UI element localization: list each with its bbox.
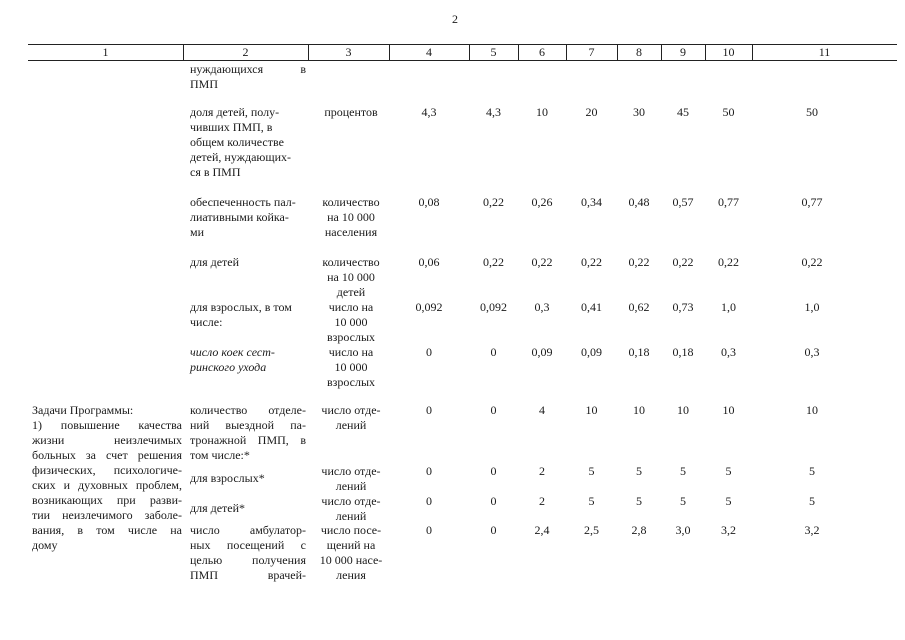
value-cell: 0,09 <box>531 345 553 359</box>
value-cell: 5 <box>725 494 732 508</box>
column-header-10: 10 <box>722 45 735 59</box>
unit-cell <box>314 300 388 345</box>
column-header-5: 5 <box>490 45 497 59</box>
unit-cell <box>314 494 388 524</box>
header-top-rule <box>28 44 897 45</box>
indicator-line: для детей <box>190 255 240 269</box>
value-cell: 4 <box>539 403 545 417</box>
indicator-cell <box>190 523 306 583</box>
value-cell: 3,2 <box>721 523 736 537</box>
value-cell: 0,22 <box>672 255 694 269</box>
value-cell: 0 <box>426 523 432 537</box>
unit-cell <box>314 195 388 240</box>
indicator-cell <box>190 471 306 486</box>
value-cell: 0 <box>426 403 432 417</box>
unit-line: взрослых <box>326 375 376 389</box>
indicator-line: для детей* <box>190 501 246 515</box>
unit-line: число отде- <box>321 403 381 417</box>
indicator-line: целью получения <box>190 553 306 567</box>
indicator-line: детей, нуждающих- <box>190 150 292 164</box>
value-cell: 0,06 <box>418 255 440 269</box>
value-cell: 5 <box>680 464 686 478</box>
program-tasks-line: 1) повышение качества <box>32 418 182 432</box>
indicator-cell <box>190 501 306 516</box>
indicator-cell <box>190 300 306 330</box>
indicator-line: том числе:* <box>190 448 250 462</box>
value-cell: 1,0 <box>804 300 820 314</box>
unit-line: щений на <box>326 538 376 552</box>
value-cell: 0,22 <box>718 255 739 269</box>
value-cell: 4,3 <box>421 105 437 119</box>
value-cell: 0,62 <box>628 300 650 314</box>
indicator-line: нуждающихся в <box>190 62 306 76</box>
program-tasks <box>32 403 182 553</box>
unit-line: число отде- <box>321 494 381 508</box>
indicator-line: для взрослых* <box>190 471 265 485</box>
value-cell: 0 <box>490 464 497 478</box>
value-cell: 45 <box>677 105 689 119</box>
unit-line: число на <box>328 345 374 359</box>
value-cell: 5 <box>636 494 642 508</box>
indicator-cell <box>190 195 306 240</box>
unit-line: количество <box>322 255 380 269</box>
value-cell: 0,22 <box>483 255 504 269</box>
value-cell: 0 <box>490 494 497 508</box>
indicator-line: ми <box>190 225 205 239</box>
column-header-4: 4 <box>426 45 432 59</box>
column-header-3: 3 <box>345 45 352 59</box>
indicator-line: лиативными койка- <box>190 210 289 224</box>
indicator-line: общем количестве <box>190 135 284 149</box>
indicator-line: для взрослых, в том <box>190 300 292 314</box>
unit-line: 10 000 <box>334 360 368 374</box>
unit-line: населения <box>324 225 378 239</box>
unit-line: на 10 000 <box>327 270 375 284</box>
unit-line: на 10 000 <box>327 210 375 224</box>
unit-line: процентов <box>324 105 378 119</box>
value-cell: 5 <box>725 464 732 478</box>
value-cell: 10 <box>722 403 735 417</box>
indicator-line: ся в ПМП <box>190 165 241 179</box>
unit-line: количество <box>322 195 380 209</box>
unit-cell <box>314 403 388 433</box>
value-cell: 0,22 <box>531 255 553 269</box>
unit-line: число на <box>328 300 374 314</box>
indicator-line: ПМП <box>190 77 219 91</box>
indicator-cell <box>190 345 306 375</box>
indicator-line: доля детей, полу- <box>190 105 280 119</box>
program-tasks-line: возникающих при разви- <box>32 493 182 507</box>
value-cell: 2 <box>539 464 545 478</box>
value-cell: 0,34 <box>581 195 602 209</box>
value-cell: 5 <box>636 464 642 478</box>
value-cell: 0,77 <box>801 195 823 209</box>
column-header-8: 8 <box>636 45 642 59</box>
indicator-line: число амбулатор- <box>190 523 306 537</box>
indicator-cell <box>190 105 306 180</box>
indicator-line: ринского ухода <box>190 360 267 374</box>
unit-cell <box>314 345 388 390</box>
value-cell: 5 <box>588 494 595 508</box>
value-cell: 10 <box>677 403 689 417</box>
value-cell: 5 <box>809 464 815 478</box>
value-cell: 3,2 <box>804 523 820 537</box>
value-cell: 0,3 <box>804 345 820 359</box>
indicator-line: ПМП врачей- <box>190 568 306 582</box>
value-cell: 0,26 <box>531 195 553 209</box>
value-cell: 0 <box>426 345 432 359</box>
program-tasks-line: тии неизлечимого заболе- <box>32 508 182 522</box>
value-cell: 0 <box>490 403 497 417</box>
value-cell: 0,48 <box>628 195 650 209</box>
unit-cell <box>314 255 388 300</box>
column-header-6: 6 <box>539 45 545 59</box>
value-cell: 0,18 <box>628 345 650 359</box>
column-header-2: 2 <box>242 45 249 59</box>
value-cell: 5 <box>588 464 595 478</box>
indicator-cell <box>190 255 306 270</box>
value-cell: 0 <box>490 523 497 537</box>
column-header-7: 7 <box>588 45 595 59</box>
program-tasks-line: больных за счет решения <box>32 448 182 462</box>
value-cell: 0,22 <box>483 195 504 209</box>
program-tasks-heading: Задачи Программы: <box>32 403 134 417</box>
column-header-11: 11 <box>818 45 831 59</box>
value-cell: 0,73 <box>672 300 694 314</box>
value-cell: 4,3 <box>486 105 501 119</box>
unit-line: ления <box>336 568 366 582</box>
value-cell: 0,77 <box>718 195 739 209</box>
indicator-cell <box>190 403 306 463</box>
value-cell: 0 <box>426 464 432 478</box>
program-tasks-line: вания, в том числе на <box>32 523 182 537</box>
value-cell: 20 <box>585 105 598 119</box>
page-number: 2 <box>452 12 458 26</box>
indicator-line: числе: <box>190 315 223 329</box>
indicator-line: число коек сест- <box>190 345 275 359</box>
value-cell: 3,0 <box>675 523 691 537</box>
value-cell: 0,08 <box>418 195 440 209</box>
value-cell: 2 <box>539 494 545 508</box>
unit-line: 10 000 насе- <box>319 553 383 567</box>
indicator-line: количество отделе- <box>190 403 306 417</box>
program-tasks-line: дому <box>32 538 58 552</box>
indicator-line: чивших ПМП, в <box>190 120 273 134</box>
unit-cell <box>314 523 388 583</box>
value-cell: 0,18 <box>672 345 694 359</box>
value-cell: 10 <box>633 403 645 417</box>
unit-line: лений <box>335 418 367 432</box>
program-tasks-line: жизни неизлечимых <box>32 433 182 447</box>
value-cell: 0,22 <box>801 255 823 269</box>
value-cell: 2,4 <box>534 523 550 537</box>
unit-line: 10 000 <box>334 315 368 329</box>
value-cell: 30 <box>633 105 645 119</box>
indicator-cell <box>190 62 306 92</box>
value-cell: 0,41 <box>581 300 602 314</box>
program-tasks-line: физических, психологиче- <box>32 463 182 477</box>
unit-cell <box>314 464 388 494</box>
value-cell: 0,3 <box>534 300 550 314</box>
value-cell: 0 <box>426 494 432 508</box>
header-bottom-rule <box>28 60 897 61</box>
unit-line: лений <box>335 509 367 523</box>
value-cell: 0 <box>490 345 497 359</box>
value-cell: 0,092 <box>415 300 443 314</box>
unit-line: взрослых <box>326 330 376 344</box>
unit-line: лений <box>335 479 367 493</box>
column-header-9: 9 <box>680 45 686 59</box>
unit-line: число отде- <box>321 464 381 478</box>
value-cell: 0,22 <box>581 255 602 269</box>
value-cell: 10 <box>536 105 548 119</box>
value-cell: 50 <box>722 105 735 119</box>
indicator-line: ных посещений с <box>190 538 306 552</box>
value-cell: 5 <box>809 494 815 508</box>
indicator-line: тронажной ПМП, в <box>190 433 306 447</box>
value-cell: 10 <box>806 403 818 417</box>
value-cell: 2,5 <box>584 523 599 537</box>
indicator-line: ний выездной па- <box>190 418 306 432</box>
value-cell: 0,092 <box>480 300 507 314</box>
value-cell: 0,09 <box>581 345 602 359</box>
value-cell: 1,0 <box>721 300 736 314</box>
unit-cell <box>314 105 388 120</box>
program-tasks-line: ских и духовных проблем, <box>32 478 182 492</box>
value-cell: 2,8 <box>631 523 647 537</box>
column-header-1: 1 <box>102 45 109 59</box>
value-cell: 50 <box>806 105 818 119</box>
value-cell: 0,57 <box>672 195 694 209</box>
value-cell: 5 <box>680 494 686 508</box>
value-cell: 0,3 <box>721 345 736 359</box>
unit-line: детей <box>336 285 366 299</box>
indicator-line: обеспеченность пал- <box>190 195 296 209</box>
value-cell: 10 <box>585 403 598 417</box>
unit-line: число посе- <box>320 523 382 537</box>
value-cell: 0,22 <box>628 255 650 269</box>
